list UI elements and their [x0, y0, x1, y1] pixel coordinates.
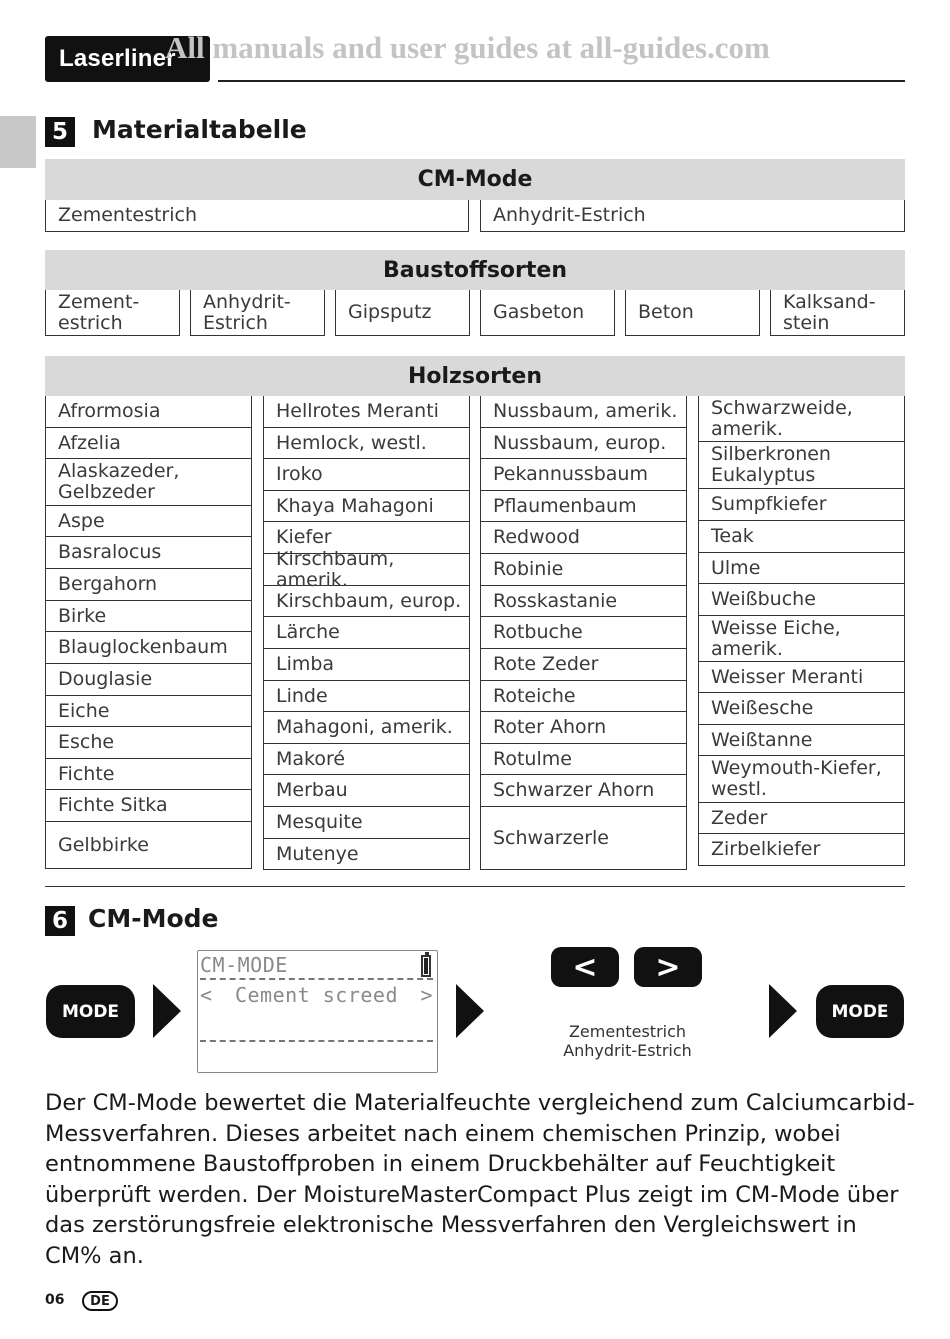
section-title: CM-Mode: [88, 904, 219, 933]
holz-cell: Kirschbaum, europ.: [263, 586, 470, 617]
section-number: 5: [45, 117, 75, 147]
holz-cell: Weißtanne: [698, 725, 905, 756]
nav-right-button[interactable]: >: [634, 947, 702, 987]
holz-cell: Mahagoni, amerik.: [263, 712, 470, 744]
baustoff-heading: Baustoffsorten: [45, 250, 905, 290]
nav-left-button[interactable]: <: [551, 947, 619, 987]
holz-cell: Bergahorn: [45, 569, 252, 601]
holz-cell: Merbau: [263, 775, 470, 807]
section-number: 6: [45, 906, 75, 936]
baustoff-cell: Anhydrit- Estrich: [190, 290, 325, 336]
holz-cell: Roter Ahorn: [480, 712, 687, 744]
holz-cell: Fichte: [45, 759, 252, 790]
lcd-separator: [200, 978, 433, 980]
lcd-material-row: [200, 983, 433, 1007]
language-badge: DE: [82, 1291, 118, 1311]
baustoff-cell: Kalksand- stein: [770, 290, 905, 336]
holz-cell: Rotulme: [480, 744, 687, 775]
holz-cell: Afrormosia: [45, 396, 252, 428]
holz-cell: Esche: [45, 727, 252, 759]
holz-cell: Ulme: [698, 553, 905, 584]
baustoff-cell: Gipsputz: [335, 290, 470, 336]
holz-cell: Weißesche: [698, 693, 905, 725]
lcd-right-arrow: >: [420, 983, 433, 1007]
mode-button[interactable]: MODE: [816, 985, 904, 1038]
section-divider: [45, 886, 905, 887]
arrow-right-icon: [456, 984, 484, 1038]
holz-cell: Douglasie: [45, 664, 252, 696]
holz-cell: Gelbbirke: [45, 822, 252, 869]
section-title: Materialtabelle: [92, 115, 307, 144]
cm-mode-cell: Anhydrit-Estrich: [480, 200, 905, 232]
holz-cell: Khaya Mahagoni: [263, 491, 470, 522]
holz-cell: Mesquite: [263, 807, 470, 839]
holz-cell: Teak: [698, 521, 905, 553]
lcd-material: Cement screed: [234, 983, 399, 1007]
holz-heading: Holzsorten: [45, 356, 905, 396]
cm-mode-heading: CM-Mode: [45, 159, 905, 200]
holz-cell: Mutenye: [263, 839, 470, 870]
baustoff-cell: Zement- estrich: [45, 290, 180, 336]
brand-name: Laserliner: [59, 45, 176, 72]
holz-column: [263, 396, 470, 870]
holz-cell: Limba: [263, 649, 470, 681]
holz-cell: Weisse Eiche, amerik.: [698, 616, 905, 662]
holz-cell: Weymouth-Kiefer, westl.: [698, 756, 905, 803]
holz-cell: Fichte Sitka: [45, 790, 252, 822]
holz-cell: Alaskazeder, Gelbzeder: [45, 459, 252, 506]
holz-column: [698, 396, 905, 866]
holz-cell: Zeder: [698, 803, 905, 834]
holz-cell: Rote Zeder: [480, 649, 687, 681]
holz-cell: Zirbelkiefer: [698, 834, 905, 866]
baustoff-cell: Gasbeton: [480, 290, 615, 336]
holz-cell: Kiefer: [263, 522, 470, 554]
description-text: Der CM-Mode bewertet die Materialfeuchte vergleichend zum Calciumcarbid-Messverfahren. Dieses arbeitet nach einem chemischen Prinzip, wobei entnommene Baustoffproben in einem Druckbehälter auf Feuchtigkeit überprüft werden. Der MoistureMasterCompact Plus zeigt im CM-Mode über das zerstörungsfreie elektronische Messverfahren den Vergleichswert in CM% an.: [45, 1090, 915, 1269]
baustoff-cell: Beton: [625, 290, 760, 336]
holz-cell: Aspe: [45, 506, 252, 537]
caption-line: Zementestrich: [568, 1022, 687, 1041]
holz-cell: Rosskastanie: [480, 586, 687, 617]
holz-cell: Hellrotes Meranti: [263, 396, 470, 428]
holz-cell: Schwarzerle: [480, 807, 687, 870]
holz-cell: Iroko: [263, 459, 470, 491]
holz-cell: Robinie: [480, 554, 687, 586]
holz-cell: Sumpfkiefer: [698, 489, 905, 521]
holz-cell: Pekannussbaum: [480, 459, 687, 491]
holz-cell: Nussbaum, amerik.: [480, 396, 687, 428]
holz-cell: Linde: [263, 681, 470, 712]
holz-cell: Nussbaum, europ.: [480, 428, 687, 459]
holz-cell: Schwarzer Ahorn: [480, 775, 687, 807]
battery-icon: [421, 955, 431, 977]
holz-cell: Lärche: [263, 617, 470, 649]
holz-cell: Roteiche: [480, 681, 687, 712]
holz-cell: Schwarzweide, amerik.: [698, 396, 905, 442]
lcd-left-arrow: <: [200, 983, 213, 1007]
holz-cell: Kirschbaum, amerik.: [263, 554, 470, 586]
holz-cell: Blauglockenbaum: [45, 632, 252, 664]
holz-cell: Afzelia: [45, 428, 252, 459]
lcd-title: CM-MODE: [200, 953, 288, 977]
holz-cell: Basralocus: [45, 537, 252, 569]
holz-column: [45, 396, 252, 869]
holz-cell: Rotbuche: [480, 617, 687, 649]
holz-cell: Makoré: [263, 744, 470, 775]
holz-cell: Silberkronen Eukalyptus: [698, 442, 905, 489]
lcd-separator: [200, 1040, 433, 1042]
caption-line: Anhydrit-Estrich: [563, 1041, 692, 1060]
holz-cell: Eiche: [45, 696, 252, 727]
lcd-display: [197, 950, 438, 1073]
header-rule: [218, 80, 905, 82]
page-number: 06: [45, 1292, 65, 1308]
holz-column: [480, 396, 687, 870]
holz-cell: Weisser Meranti: [698, 662, 905, 693]
holz-cell: Pflaumenbaum: [480, 491, 687, 522]
cm-mode-cell: Zementestrich: [45, 200, 469, 232]
mode-button[interactable]: MODE: [46, 985, 135, 1038]
watermark: All manuals and user guides at all-guides.com: [165, 30, 770, 65]
nav-caption: [540, 1022, 715, 1060]
arrow-right-icon: [769, 984, 797, 1038]
holz-cell: Birke: [45, 601, 252, 632]
arrow-right-icon: [153, 984, 181, 1038]
holz-cell: Redwood: [480, 522, 687, 554]
holz-cell: Weißbuche: [698, 584, 905, 616]
holz-cell: Hemlock, westl.: [263, 428, 470, 459]
side-tab-marker: [0, 116, 36, 168]
